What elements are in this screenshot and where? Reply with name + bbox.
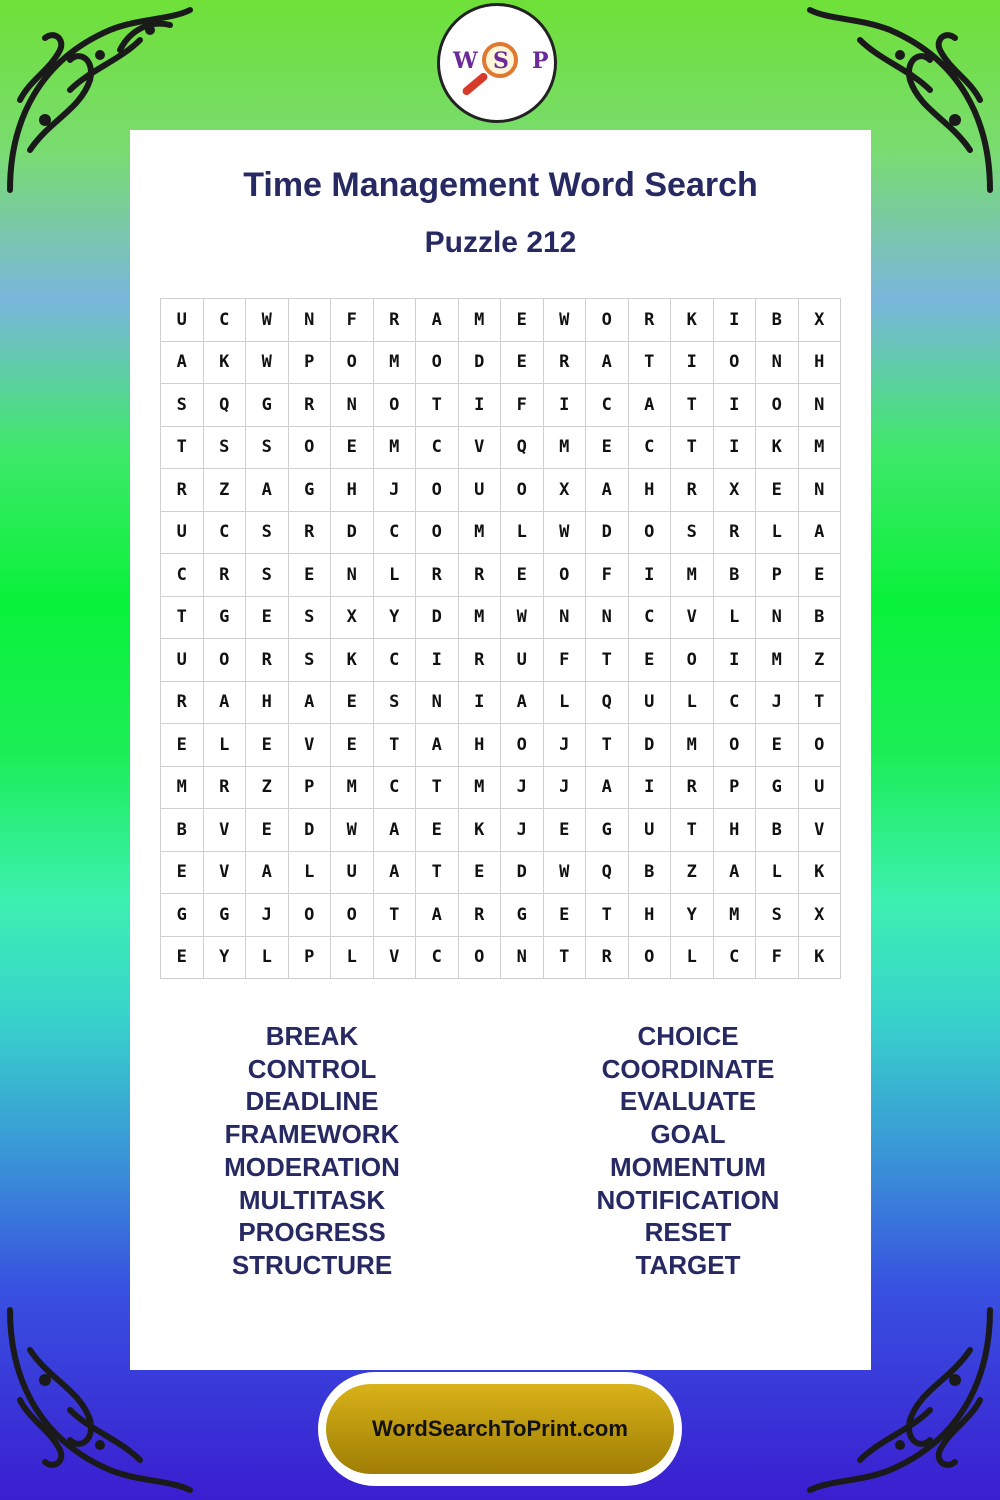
word-item: CHOICE	[637, 1021, 739, 1051]
grid-cell: I	[416, 639, 459, 682]
grid-cell: T	[671, 384, 714, 427]
grid-cell: G	[501, 894, 544, 937]
grid-cell: S	[246, 427, 289, 470]
grid-cell: L	[756, 512, 799, 555]
grid-cell: C	[374, 767, 417, 810]
word-item: COORDINATE	[601, 1053, 775, 1084]
word-item: CONTROL	[247, 1053, 377, 1084]
grid-cell: L	[671, 682, 714, 725]
grid-cell: R	[714, 512, 757, 555]
grid-cell: C	[204, 299, 247, 342]
grid-cell: I	[714, 639, 757, 682]
grid-cell: E	[161, 937, 204, 980]
grid-cell: E	[331, 427, 374, 470]
grid-cell: D	[629, 724, 672, 767]
logo-letter-w: W	[453, 48, 478, 74]
grid-cell: A	[629, 384, 672, 427]
grid-cell: M	[799, 427, 842, 470]
grid-cell: M	[331, 767, 374, 810]
grid-cell: W	[246, 299, 289, 342]
grid-cell: B	[629, 852, 672, 895]
grid-cell: E	[586, 427, 629, 470]
grid-cell: O	[544, 554, 587, 597]
grid-cell: R	[246, 639, 289, 682]
grid-cell: O	[586, 299, 629, 342]
grid-cell: A	[161, 342, 204, 385]
grid-cell: A	[586, 469, 629, 512]
grid-cell: G	[246, 384, 289, 427]
word-item: STRUCTURE	[231, 1249, 393, 1280]
grid-cell: I	[544, 384, 587, 427]
grid-cell: X	[799, 299, 842, 342]
grid-cell: T	[586, 724, 629, 767]
grid-cell: R	[586, 937, 629, 980]
grid-cell: A	[374, 852, 417, 895]
grid-cell: J	[501, 809, 544, 852]
grid-cell: V	[204, 852, 247, 895]
grid-cell: R	[629, 299, 672, 342]
grid-cell: D	[586, 512, 629, 555]
grid-cell: S	[204, 427, 247, 470]
grid-cell: J	[374, 469, 417, 512]
grid-cell: T	[161, 597, 204, 640]
grid-cell: A	[416, 724, 459, 767]
grid-cell: V	[204, 809, 247, 852]
grid-cell: S	[161, 384, 204, 427]
grid-cell: P	[289, 767, 332, 810]
grid-cell: T	[374, 894, 417, 937]
grid-cell: U	[161, 639, 204, 682]
grid-cell: A	[501, 682, 544, 725]
grid-cell: E	[459, 852, 502, 895]
grid-cell: T	[374, 724, 417, 767]
grid-cell: M	[671, 724, 714, 767]
grid-cell: R	[289, 384, 332, 427]
grid-cell: O	[374, 384, 417, 427]
grid-cell: G	[204, 597, 247, 640]
grid-cell: O	[501, 469, 544, 512]
grid-cell: S	[246, 554, 289, 597]
grid-cell: O	[459, 937, 502, 980]
grid-cell: N	[331, 384, 374, 427]
word-item: MOMENTUM	[610, 1151, 766, 1182]
word-item: MULTITASK	[238, 1184, 386, 1215]
grid-cell: O	[416, 512, 459, 555]
grid-cell: Y	[374, 597, 417, 640]
grid-cell: K	[671, 299, 714, 342]
grid-cell: E	[544, 809, 587, 852]
grid-cell: C	[586, 384, 629, 427]
grid-cell: R	[459, 894, 502, 937]
grid-cell: T	[586, 639, 629, 682]
grid-cell: E	[501, 342, 544, 385]
grid-cell: O	[289, 427, 332, 470]
grid-cell: R	[374, 299, 417, 342]
grid-cell: P	[714, 767, 757, 810]
grid-cell: O	[799, 724, 842, 767]
grid-cell: E	[629, 639, 672, 682]
grid-cell: L	[374, 554, 417, 597]
grid-cell: O	[629, 512, 672, 555]
grid-cell: I	[629, 554, 672, 597]
grid-cell: M	[374, 342, 417, 385]
grid-cell: D	[289, 809, 332, 852]
grid-cell: Q	[586, 682, 629, 725]
grid-cell: P	[756, 554, 799, 597]
grid-cell: Q	[204, 384, 247, 427]
grid-cell: W	[501, 597, 544, 640]
grid-cell: E	[161, 724, 204, 767]
grid-cell: C	[629, 427, 672, 470]
grid-cell: R	[161, 469, 204, 512]
word-item: BREAK	[265, 1021, 359, 1051]
grid-cell: O	[629, 937, 672, 980]
logo-letter-s: S	[493, 48, 509, 74]
grid-cell: E	[246, 597, 289, 640]
grid-cell: R	[416, 554, 459, 597]
grid-cell: R	[544, 342, 587, 385]
grid-cell: B	[799, 597, 842, 640]
grid-cell: C	[204, 512, 247, 555]
grid-cell: C	[374, 512, 417, 555]
grid-cell: H	[629, 894, 672, 937]
grid-cell: H	[459, 724, 502, 767]
grid-cell: R	[459, 554, 502, 597]
grid-cell: A	[416, 299, 459, 342]
grid-cell: T	[416, 384, 459, 427]
grid-cell: H	[714, 809, 757, 852]
word-item: NOTIFICATION	[596, 1184, 780, 1215]
grid-cell: H	[246, 682, 289, 725]
grid-cell: F	[586, 554, 629, 597]
grid-cell: M	[161, 767, 204, 810]
grid-cell: W	[246, 342, 289, 385]
grid-cell: U	[459, 469, 502, 512]
grid-cell: I	[459, 384, 502, 427]
grid-cell: S	[289, 597, 332, 640]
grid-cell: T	[586, 894, 629, 937]
grid-cell: F	[501, 384, 544, 427]
grid-cell: C	[416, 937, 459, 980]
grid-cell: M	[459, 512, 502, 555]
grid-cell: V	[799, 809, 842, 852]
grid-cell: G	[289, 469, 332, 512]
grid-cell: A	[714, 852, 757, 895]
grid-cell: K	[331, 639, 374, 682]
grid-cell: E	[756, 469, 799, 512]
grid-cell: X	[331, 597, 374, 640]
logo-letter-p: P	[532, 48, 549, 74]
grid-cell: I	[629, 767, 672, 810]
grid-cell: Z	[671, 852, 714, 895]
grid-cell: F	[544, 639, 587, 682]
grid-cell: N	[331, 554, 374, 597]
grid-cell: E	[544, 894, 587, 937]
grid-cell: G	[161, 894, 204, 937]
grid-cell: T	[629, 342, 672, 385]
grid-cell: H	[799, 342, 842, 385]
grid-cell: O	[501, 724, 544, 767]
grid-cell: L	[714, 597, 757, 640]
grid-cell: U	[161, 512, 204, 555]
grid-cell: D	[501, 852, 544, 895]
grid-cell: D	[331, 512, 374, 555]
grid-cell: C	[416, 427, 459, 470]
grid-cell: K	[204, 342, 247, 385]
grid-cell: G	[586, 809, 629, 852]
word-item: PROGRESS	[238, 1217, 386, 1248]
grid-cell: J	[756, 682, 799, 725]
grid-cell: E	[756, 724, 799, 767]
grid-cell: A	[416, 894, 459, 937]
grid-cell: U	[331, 852, 374, 895]
grid-cell: S	[671, 512, 714, 555]
grid-cell: M	[459, 299, 502, 342]
grid-cell: O	[714, 342, 757, 385]
grid-cell: N	[289, 299, 332, 342]
grid-cell: E	[416, 809, 459, 852]
grid-cell: U	[799, 767, 842, 810]
grid-cell: T	[671, 809, 714, 852]
word-list-right	[538, 1020, 838, 1282]
grid-cell: Y	[671, 894, 714, 937]
grid-cell: B	[756, 299, 799, 342]
grid-cell: R	[289, 512, 332, 555]
grid-cell: T	[799, 682, 842, 725]
word-list-left	[162, 1020, 462, 1282]
grid-cell: H	[629, 469, 672, 512]
grid-cell: V	[671, 597, 714, 640]
grid-cell: E	[289, 554, 332, 597]
grid-cell: S	[756, 894, 799, 937]
grid-cell: I	[714, 299, 757, 342]
grid-cell: J	[544, 724, 587, 767]
grid-cell: I	[671, 342, 714, 385]
grid-cell: A	[246, 469, 289, 512]
grid-cell: A	[799, 512, 842, 555]
word-item: TARGET	[635, 1249, 741, 1280]
grid-cell: P	[289, 342, 332, 385]
word-item: GOAL	[650, 1119, 726, 1150]
grid-cell: C	[629, 597, 672, 640]
grid-cell: L	[246, 937, 289, 980]
grid-cell: E	[246, 809, 289, 852]
grid-cell: O	[204, 639, 247, 682]
grid-cell: L	[331, 937, 374, 980]
grid-cell: Q	[586, 852, 629, 895]
grid-cell: K	[799, 937, 842, 980]
grid-cell: A	[374, 809, 417, 852]
word-item: DEADLINE	[245, 1086, 379, 1117]
grid-cell: P	[289, 937, 332, 980]
grid-cell: O	[416, 469, 459, 512]
grid-cell: K	[756, 427, 799, 470]
grid-cell: N	[799, 469, 842, 512]
grid-cell: A	[289, 682, 332, 725]
grid-cell: E	[799, 554, 842, 597]
grid-cell: O	[331, 894, 374, 937]
grid-cell: I	[459, 682, 502, 725]
grid-cell: D	[459, 342, 502, 385]
grid-cell: N	[799, 384, 842, 427]
grid-cell: B	[714, 554, 757, 597]
grid-cell: O	[756, 384, 799, 427]
grid-cell: F	[331, 299, 374, 342]
grid-cell: Z	[799, 639, 842, 682]
grid-cell: O	[331, 342, 374, 385]
grid-cell: R	[204, 767, 247, 810]
grid-cell: N	[544, 597, 587, 640]
grid-cell: I	[714, 384, 757, 427]
grid-cell: E	[501, 299, 544, 342]
grid-cell: M	[374, 427, 417, 470]
grid-cell: C	[714, 682, 757, 725]
grid-cell: T	[416, 852, 459, 895]
grid-cell: O	[416, 342, 459, 385]
grid-cell: J	[246, 894, 289, 937]
site-link-button[interactable]	[318, 1372, 682, 1486]
word-item: MODERATION	[224, 1151, 400, 1182]
grid-cell: Y	[204, 937, 247, 980]
page-title: Time Management Word Search	[243, 166, 758, 204]
grid-cell: E	[331, 682, 374, 725]
grid-cell: N	[501, 937, 544, 980]
grid-cell: L	[671, 937, 714, 980]
grid-cell: E	[331, 724, 374, 767]
grid-cell: L	[501, 512, 544, 555]
grid-cell: A	[204, 682, 247, 725]
grid-cell: W	[544, 852, 587, 895]
grid-cell: A	[586, 767, 629, 810]
grid-cell: V	[459, 427, 502, 470]
grid-cell: T	[161, 427, 204, 470]
word-item: RESET	[644, 1217, 732, 1248]
grid-cell: L	[756, 852, 799, 895]
grid-cell: U	[629, 682, 672, 725]
grid-cell: O	[289, 894, 332, 937]
grid-cell: R	[161, 682, 204, 725]
grid-cell: O	[671, 639, 714, 682]
grid-cell: W	[544, 299, 587, 342]
letter-grid	[160, 298, 841, 979]
grid-cell: Z	[204, 469, 247, 512]
grid-cell: G	[756, 767, 799, 810]
site-link-label[interactable]: WordSearchToPrint.com	[326, 1384, 674, 1474]
grid-cell: S	[246, 512, 289, 555]
grid-cell: D	[416, 597, 459, 640]
grid-cell: S	[374, 682, 417, 725]
grid-cell: J	[544, 767, 587, 810]
grid-cell: U	[161, 299, 204, 342]
grid-cell: X	[544, 469, 587, 512]
grid-cell: V	[374, 937, 417, 980]
grid-cell: M	[459, 597, 502, 640]
grid-cell: G	[204, 894, 247, 937]
grid-cell: U	[629, 809, 672, 852]
grid-cell: B	[161, 809, 204, 852]
grid-cell: S	[289, 639, 332, 682]
grid-cell: K	[459, 809, 502, 852]
grid-cell: Q	[501, 427, 544, 470]
grid-cell: N	[416, 682, 459, 725]
puzzle-card	[130, 130, 871, 1370]
grid-cell: C	[161, 554, 204, 597]
grid-cell: E	[501, 554, 544, 597]
grid-cell: Z	[246, 767, 289, 810]
grid-cell: O	[714, 724, 757, 767]
grid-cell: W	[331, 809, 374, 852]
grid-cell: X	[799, 894, 842, 937]
word-item: EVALUATE	[619, 1086, 757, 1117]
grid-cell: R	[459, 639, 502, 682]
grid-cell: A	[586, 342, 629, 385]
grid-cell: T	[671, 427, 714, 470]
grid-cell: W	[544, 512, 587, 555]
wsp-logo[interactable]	[437, 3, 557, 123]
grid-cell: B	[756, 809, 799, 852]
grid-cell: A	[246, 852, 289, 895]
grid-cell: N	[756, 342, 799, 385]
grid-cell: T	[416, 767, 459, 810]
puzzle-number: Puzzle 212	[424, 226, 577, 259]
grid-cell: N	[756, 597, 799, 640]
grid-cell: F	[756, 937, 799, 980]
grid-cell: R	[671, 767, 714, 810]
word-item: FRAMEWORK	[224, 1119, 400, 1150]
grid-cell: M	[671, 554, 714, 597]
grid-cell: R	[671, 469, 714, 512]
grid-cell: M	[459, 767, 502, 810]
grid-cell: T	[544, 937, 587, 980]
grid-cell: L	[289, 852, 332, 895]
grid-cell: E	[246, 724, 289, 767]
grid-cell: U	[501, 639, 544, 682]
grid-cell: V	[289, 724, 332, 767]
grid-cell: M	[756, 639, 799, 682]
grid-cell: M	[714, 894, 757, 937]
grid-cell: C	[714, 937, 757, 980]
grid-cell: R	[204, 554, 247, 597]
grid-cell: J	[501, 767, 544, 810]
grid-cell: K	[799, 852, 842, 895]
grid-cell: I	[714, 427, 757, 470]
grid-cell: L	[204, 724, 247, 767]
grid-cell: X	[714, 469, 757, 512]
grid-cell: H	[331, 469, 374, 512]
grid-cell: N	[586, 597, 629, 640]
magnifier-handle	[461, 71, 489, 96]
grid-cell: M	[544, 427, 587, 470]
grid-cell: C	[374, 639, 417, 682]
grid-cell: E	[161, 852, 204, 895]
grid-cell: L	[544, 682, 587, 725]
